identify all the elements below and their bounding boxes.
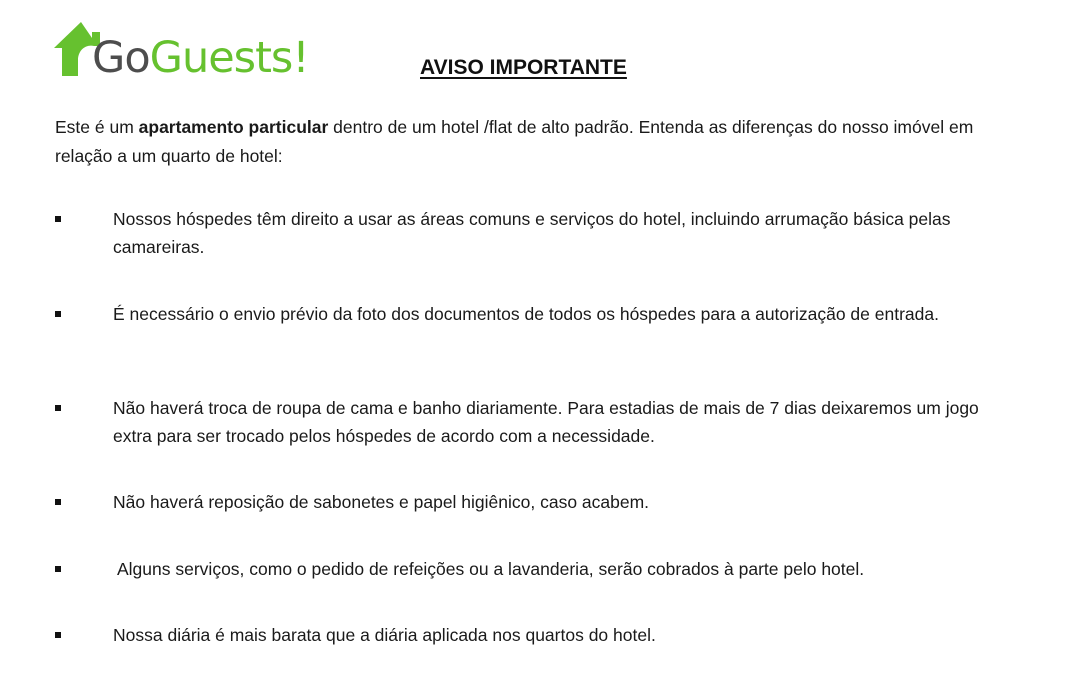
square-bullet-icon <box>55 405 61 411</box>
logo-text-go: Go <box>92 33 150 83</box>
square-bullet-icon <box>55 216 61 222</box>
list-item-text: É necessário o envio prévio da foto dos documentos de todos os hóspedes para a autorização de entrada. <box>113 304 939 324</box>
list-item-text: Não haverá reposição de sabonetes e papel higiênico, caso acabem. <box>113 492 650 512</box>
intro-text-bold: apartamento particular <box>138 117 329 137</box>
square-bullet-icon <box>55 566 61 572</box>
page-title: AVISO IMPORTANTE <box>420 56 627 79</box>
square-bullet-icon <box>55 499 61 505</box>
list-item-text: Nossa diária é mais barata que a diária aplicada nos quartos do hotel. <box>113 625 656 645</box>
square-bullet-icon <box>55 311 61 317</box>
intro-text-after: dentro de um hotel /flat de alto padrão. Entenda as diferenças do nosso imóvel em relação a um quarto de hotel: <box>55 117 974 166</box>
intro-text-before: Este é um <box>55 117 139 137</box>
list-item-text: Não haverá troca de roupa de cama e banho diariamente. Para estadias de mais de 7 dias deixaremos um jogo extra para ser trocado pelos hóspedes de acordo com a necessidade. <box>113 398 979 446</box>
logo-text-guests: Guests! <box>149 33 309 83</box>
list-item-text: Alguns serviços, como o pedido de refeições ou a lavanderia, serão cobrados à parte pelo hotel. <box>117 559 865 579</box>
goguests-logo <box>52 20 309 82</box>
square-bullet-icon <box>55 632 61 638</box>
list-item-text: Nossos hóspedes têm direito a usar as áreas comuns e serviços do hotel, incluindo arrumação básica pelas camareiras. <box>113 209 951 257</box>
intro-paragraph <box>55 113 1015 171</box>
logo-wordmark <box>92 33 309 83</box>
